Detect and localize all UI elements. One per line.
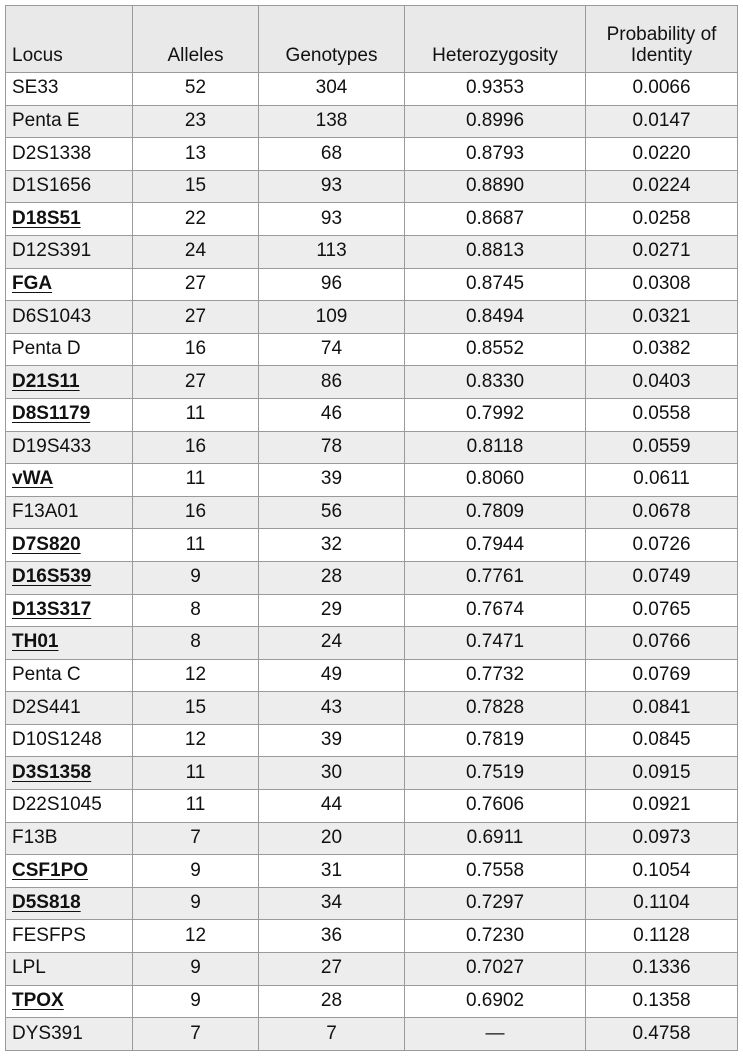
cell-alleles: 12: [133, 659, 259, 692]
cell-locus: D18S51: [6, 203, 133, 236]
cell-alleles: 9: [133, 855, 259, 888]
cell-locus: D12S391: [6, 235, 133, 268]
cell-genotypes: 96: [259, 268, 405, 301]
cell-locus: Penta E: [6, 105, 133, 138]
cell-locus: D3S1358: [6, 757, 133, 790]
cell-probability-of-identity: 0.0678: [586, 496, 738, 529]
cell-probability-of-identity: 0.0559: [586, 431, 738, 464]
table-row: [6, 627, 738, 660]
cell-heterozygosity: 0.7992: [405, 398, 586, 431]
cell-probability-of-identity: 0.0271: [586, 235, 738, 268]
cell-heterozygosity: 0.8890: [405, 170, 586, 203]
cell-genotypes: 78: [259, 431, 405, 464]
cell-alleles: 24: [133, 235, 259, 268]
cell-alleles: 27: [133, 268, 259, 301]
cell-probability-of-identity: 0.0915: [586, 757, 738, 790]
cell-alleles: 9: [133, 561, 259, 594]
cell-probability-of-identity: 0.0224: [586, 170, 738, 203]
table-row: [6, 920, 738, 953]
cell-probability-of-identity: 0.0321: [586, 301, 738, 334]
cell-genotypes: 34: [259, 887, 405, 920]
cell-locus: F13A01: [6, 496, 133, 529]
cell-alleles: 9: [133, 887, 259, 920]
table-row: [6, 985, 738, 1018]
cell-probability-of-identity: 0.0258: [586, 203, 738, 236]
cell-alleles: 52: [133, 73, 259, 106]
cell-probability-of-identity: 0.0220: [586, 138, 738, 171]
cell-locus: D7S820: [6, 529, 133, 562]
cell-probability-of-identity: 0.1104: [586, 887, 738, 920]
table-row: [6, 235, 738, 268]
table-row: [6, 496, 738, 529]
header-heterozygosity: Heterozygosity: [405, 6, 586, 73]
cell-probability-of-identity: 0.1358: [586, 985, 738, 1018]
cell-heterozygosity: 0.8745: [405, 268, 586, 301]
cell-probability-of-identity: 0.0066: [586, 73, 738, 106]
table-row: [6, 170, 738, 203]
cell-probability-of-identity: 0.0726: [586, 529, 738, 562]
cell-probability-of-identity: 0.0769: [586, 659, 738, 692]
cell-alleles: 15: [133, 170, 259, 203]
cell-locus: D22S1045: [6, 790, 133, 823]
loci-statistics-table: [5, 5, 738, 1051]
cell-alleles: 8: [133, 627, 259, 660]
cell-locus: FESFPS: [6, 920, 133, 953]
cell-genotypes: 113: [259, 235, 405, 268]
table-row: [6, 855, 738, 888]
cell-heterozygosity: 0.8330: [405, 366, 586, 399]
cell-genotypes: 43: [259, 692, 405, 725]
cell-heterozygosity: 0.6902: [405, 985, 586, 1018]
cell-locus: Penta C: [6, 659, 133, 692]
cell-locus: CSF1PO: [6, 855, 133, 888]
cell-genotypes: 86: [259, 366, 405, 399]
table-row: [6, 268, 738, 301]
cell-alleles: 27: [133, 301, 259, 334]
cell-genotypes: 39: [259, 464, 405, 497]
table-row: [6, 431, 738, 464]
cell-alleles: 7: [133, 822, 259, 855]
cell-heterozygosity: 0.7558: [405, 855, 586, 888]
cell-genotypes: 30: [259, 757, 405, 790]
cell-heterozygosity: 0.8552: [405, 333, 586, 366]
cell-genotypes: 28: [259, 985, 405, 1018]
cell-genotypes: 36: [259, 920, 405, 953]
table-row: [6, 757, 738, 790]
table-row: [6, 594, 738, 627]
table-row: [6, 529, 738, 562]
cell-genotypes: 93: [259, 203, 405, 236]
cell-heterozygosity: 0.6911: [405, 822, 586, 855]
table-row: [6, 398, 738, 431]
cell-locus: TPOX: [6, 985, 133, 1018]
cell-heterozygosity: 0.8494: [405, 301, 586, 334]
cell-alleles: 22: [133, 203, 259, 236]
cell-probability-of-identity: 0.0766: [586, 627, 738, 660]
cell-probability-of-identity: 0.4758: [586, 1018, 738, 1051]
cell-locus: D2S1338: [6, 138, 133, 171]
cell-locus: D21S11: [6, 366, 133, 399]
cell-locus: D2S441: [6, 692, 133, 725]
cell-alleles: 11: [133, 398, 259, 431]
cell-alleles: 23: [133, 105, 259, 138]
cell-locus: D1S1656: [6, 170, 133, 203]
cell-alleles: 16: [133, 431, 259, 464]
cell-genotypes: 56: [259, 496, 405, 529]
table-row: [6, 822, 738, 855]
cell-alleles: 16: [133, 496, 259, 529]
cell-locus: FGA: [6, 268, 133, 301]
cell-heterozygosity: 0.7027: [405, 953, 586, 986]
cell-alleles: 7: [133, 1018, 259, 1051]
table-row: [6, 1018, 738, 1051]
cell-probability-of-identity: 0.0382: [586, 333, 738, 366]
cell-alleles: 15: [133, 692, 259, 725]
cell-probability-of-identity: 0.1128: [586, 920, 738, 953]
cell-genotypes: 304: [259, 73, 405, 106]
cell-locus: TH01: [6, 627, 133, 660]
cell-locus: D19S433: [6, 431, 133, 464]
cell-alleles: 12: [133, 920, 259, 953]
table-row: [6, 561, 738, 594]
cell-heterozygosity: 0.7471: [405, 627, 586, 660]
cell-genotypes: 24: [259, 627, 405, 660]
table-row: [6, 138, 738, 171]
cell-heterozygosity: 0.7828: [405, 692, 586, 725]
cell-probability-of-identity: 0.0845: [586, 724, 738, 757]
cell-heterozygosity: 0.7809: [405, 496, 586, 529]
header-genotypes: Genotypes: [259, 6, 405, 73]
cell-heterozygosity: 0.8060: [405, 464, 586, 497]
cell-locus: D8S1179: [6, 398, 133, 431]
cell-heterozygosity: 0.7230: [405, 920, 586, 953]
cell-heterozygosity: 0.8793: [405, 138, 586, 171]
table-row: [6, 301, 738, 334]
cell-probability-of-identity: 0.0611: [586, 464, 738, 497]
cell-genotypes: 49: [259, 659, 405, 692]
table-row: [6, 659, 738, 692]
table-body: [6, 73, 738, 1051]
table-row: [6, 953, 738, 986]
cell-locus: LPL: [6, 953, 133, 986]
cell-genotypes: 7: [259, 1018, 405, 1051]
header-locus: Locus: [6, 6, 133, 73]
cell-genotypes: 28: [259, 561, 405, 594]
table-row: [6, 73, 738, 106]
table-row: [6, 724, 738, 757]
table-row: [6, 790, 738, 823]
cell-probability-of-identity: 0.0308: [586, 268, 738, 301]
cell-heterozygosity: 0.7761: [405, 561, 586, 594]
cell-genotypes: 27: [259, 953, 405, 986]
cell-heterozygosity: 0.7944: [405, 529, 586, 562]
cell-probability-of-identity: 0.1054: [586, 855, 738, 888]
cell-genotypes: 31: [259, 855, 405, 888]
cell-locus: D10S1248: [6, 724, 133, 757]
table-row: [6, 333, 738, 366]
cell-locus: D6S1043: [6, 301, 133, 334]
cell-alleles: 12: [133, 724, 259, 757]
cell-locus: D16S539: [6, 561, 133, 594]
header-probability-line2: Identity: [630, 45, 693, 67]
header-alleles: Alleles: [133, 6, 259, 73]
table-row: [6, 105, 738, 138]
cell-genotypes: 68: [259, 138, 405, 171]
header-probability-line1: Probability of: [606, 24, 717, 46]
cell-probability-of-identity: 0.0147: [586, 105, 738, 138]
cell-alleles: 11: [133, 529, 259, 562]
cell-probability-of-identity: 0.0558: [586, 398, 738, 431]
cell-probability-of-identity: 0.0403: [586, 366, 738, 399]
cell-probability-of-identity: 0.0921: [586, 790, 738, 823]
cell-alleles: 27: [133, 366, 259, 399]
cell-locus: vWA: [6, 464, 133, 497]
cell-genotypes: 44: [259, 790, 405, 823]
cell-heterozygosity: 0.9353: [405, 73, 586, 106]
cell-locus: Penta D: [6, 333, 133, 366]
cell-heterozygosity: 0.7606: [405, 790, 586, 823]
cell-genotypes: 109: [259, 301, 405, 334]
cell-genotypes: 29: [259, 594, 405, 627]
cell-genotypes: 138: [259, 105, 405, 138]
cell-locus: SE33: [6, 73, 133, 106]
cell-heterozygosity: 0.7819: [405, 724, 586, 757]
cell-heterozygosity: 0.7732: [405, 659, 586, 692]
table-row: [6, 464, 738, 497]
cell-probability-of-identity: 0.0841: [586, 692, 738, 725]
cell-heterozygosity: 0.7297: [405, 887, 586, 920]
cell-genotypes: 74: [259, 333, 405, 366]
cell-heterozygosity: 0.8118: [405, 431, 586, 464]
cell-probability-of-identity: 0.0973: [586, 822, 738, 855]
cell-heterozygosity: 0.8813: [405, 235, 586, 268]
cell-alleles: 13: [133, 138, 259, 171]
header-row: [6, 6, 738, 73]
header-probability-of-identity: [586, 6, 738, 73]
table-row: [6, 692, 738, 725]
table-header: [6, 6, 738, 73]
cell-probability-of-identity: 0.0765: [586, 594, 738, 627]
cell-locus: D5S818: [6, 887, 133, 920]
cell-genotypes: 46: [259, 398, 405, 431]
cell-alleles: 9: [133, 985, 259, 1018]
cell-heterozygosity: —: [405, 1018, 586, 1051]
table-row: [6, 887, 738, 920]
cell-locus: F13B: [6, 822, 133, 855]
cell-locus: D13S317: [6, 594, 133, 627]
cell-alleles: 16: [133, 333, 259, 366]
cell-alleles: 11: [133, 757, 259, 790]
cell-genotypes: 39: [259, 724, 405, 757]
cell-alleles: 8: [133, 594, 259, 627]
cell-heterozygosity: 0.7519: [405, 757, 586, 790]
cell-locus: DYS391: [6, 1018, 133, 1051]
cell-heterozygosity: 0.7674: [405, 594, 586, 627]
cell-heterozygosity: 0.8687: [405, 203, 586, 236]
cell-probability-of-identity: 0.1336: [586, 953, 738, 986]
table-row: [6, 203, 738, 236]
cell-genotypes: 20: [259, 822, 405, 855]
cell-alleles: 11: [133, 790, 259, 823]
cell-genotypes: 93: [259, 170, 405, 203]
cell-genotypes: 32: [259, 529, 405, 562]
cell-alleles: 11: [133, 464, 259, 497]
cell-alleles: 9: [133, 953, 259, 986]
cell-probability-of-identity: 0.0749: [586, 561, 738, 594]
table-row: [6, 366, 738, 399]
cell-heterozygosity: 0.8996: [405, 105, 586, 138]
